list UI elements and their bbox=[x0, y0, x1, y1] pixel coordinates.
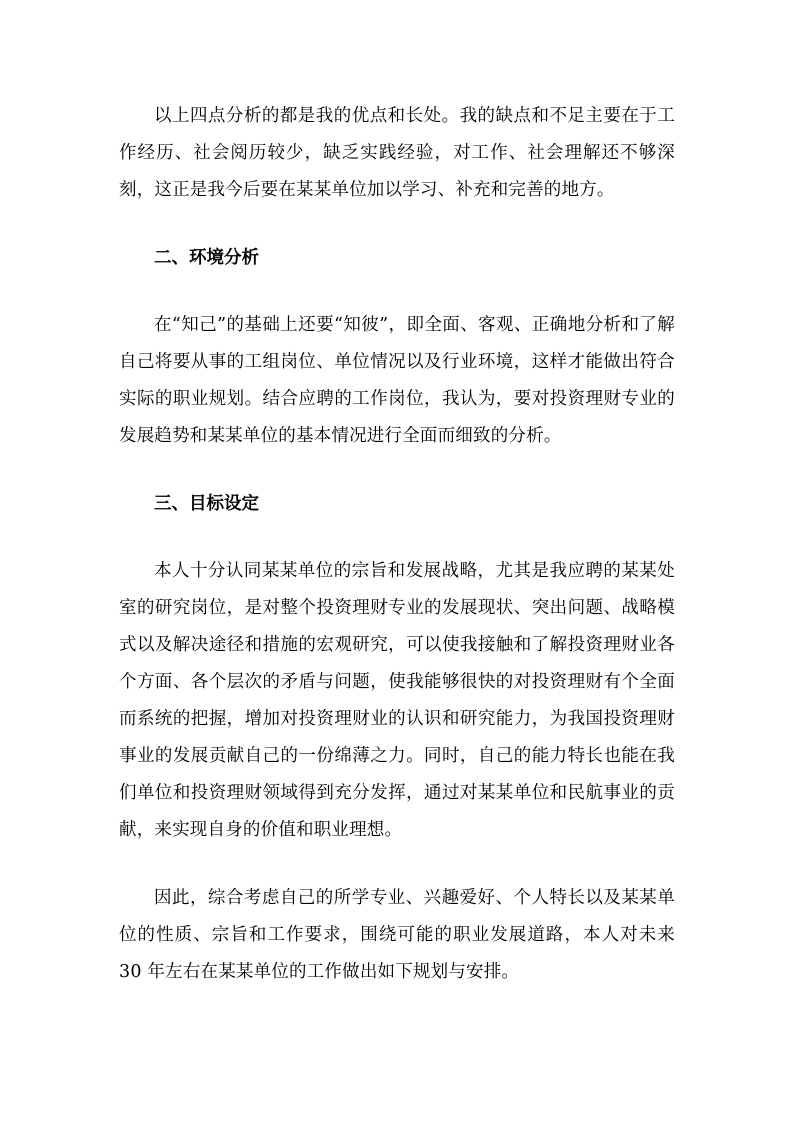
paragraph-environment-analysis: 在“知己”的基础上还要“知彼”，即全面、客观、正确地分析和了解自己将要从事的工组岗位、单位情况以及行业环境，这样才能做出符合实际的职业规划。结合应聘的工作岗位，我认为，要对投资理财专业的发展趋势和某某单位的基本情况进行全面而细致的分析。 bbox=[119, 315, 675, 446]
paragraph-goal-setting: 本人十分认同某某单位的宗旨和发展战略，尤其是我应聘的某某处室的研究岗位，是对整个投资理财专业的发展现状、突出问题、战略模式以及解决途径和措施的宏观研究，可以使我接触和了解投资理财业各个方面、各个层次的矛盾与问题，使我能够很快的对投资理财有个全面而系统的把握，增加对投资理财业的认识和研究能力，为我国投资理财事业的发展贡献自己的一份绵薄之力。同时，自己的能力特长也能在我们单位和投资理财领域得到充分发挥，通过对某某单位和民航事业的贡献，来实现自身的价值和职业理想。 bbox=[119, 561, 675, 840]
paragraph-plan-summary: 因此，综合考虑自己的所学专业、兴趣爱好、个人特长以及某某单位的性质、宗旨和工作要求，围绕可能的职业发展道路，本人对未来 30 年左右在某某单位的工作做出如下规划与安排。 bbox=[119, 888, 675, 982]
section-heading-environment-analysis: 二、环境分析 bbox=[154, 248, 259, 268]
document-body bbox=[119, 98, 675, 991]
section-heading-goal-setting: 三、目标设定 bbox=[154, 494, 259, 514]
paragraph-strengths-weaknesses: 以上四点分析的都是我的优点和长处。我的缺点和不足主要在于工作经历、社会阅历较少，缺乏实践经验，对工作、社会理解还不够深刻，这正是我今后要在某某单位加以学习、补充和完善的地方。 bbox=[119, 106, 675, 200]
